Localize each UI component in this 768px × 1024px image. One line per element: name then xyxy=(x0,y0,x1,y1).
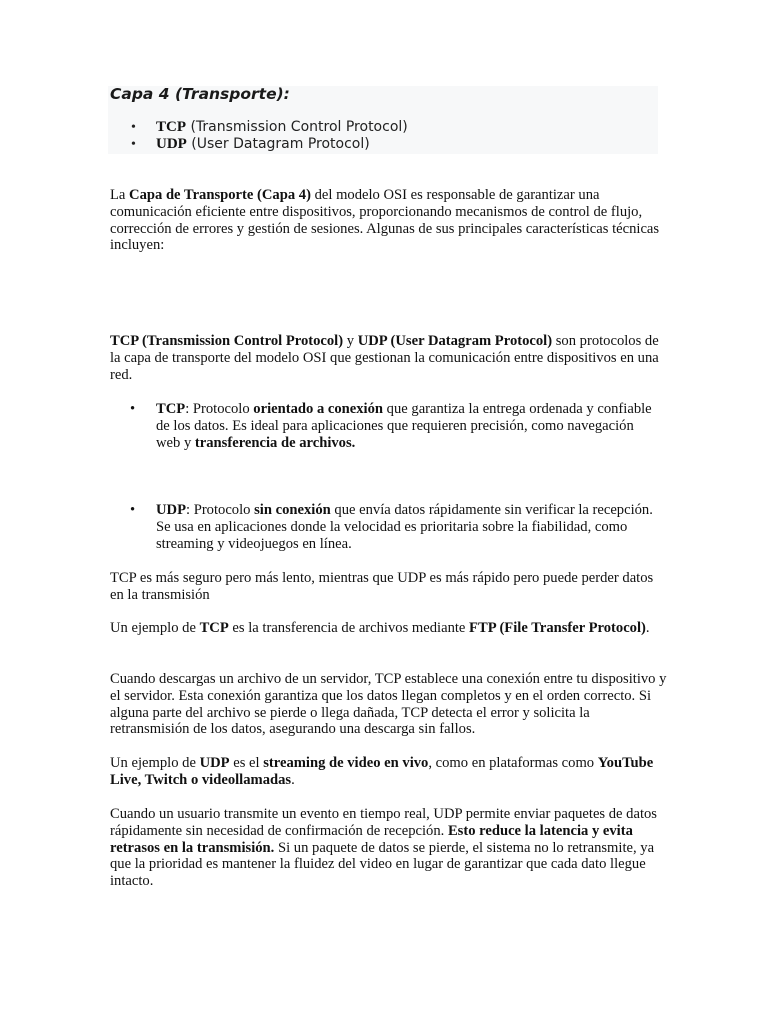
summary-list xyxy=(108,119,408,153)
text-run: La xyxy=(110,187,130,203)
text-run: . xyxy=(645,620,650,636)
bold-run: YouTube Live, Twitch o videollamadas xyxy=(110,755,654,788)
summary-item-udp xyxy=(108,136,408,153)
bold-run: orientado a conexión xyxy=(253,401,384,417)
paragraph-tcp-detail: Cuando descargas un archivo de un servidor, TCP establece una conexión entre tu dispositivo y el servidor. Esta conexión garantiza que los datos llegan completos y en el orden correcto. Si alguna parte del archivo se pierde o llega dañada, TCP detecta el error y solicita la retransmisión de los datos, asegurando una descarga sin fallos. xyxy=(110,671,667,738)
bullet-icon: • xyxy=(131,137,136,152)
bullet-udp-text xyxy=(156,502,656,552)
summary-item-tcp xyxy=(108,119,408,136)
text-run: del modelo OSI es responsable de garantizar una comunicación eficiente entre dispositivos, proporcionando mecanismos de control de flujo, corrección de errores y gestión de sesiones. Algunas de sus principales características técnicas incluyen: xyxy=(110,187,660,254)
bold-run: transferencia de archivos. xyxy=(194,434,356,451)
summary-item-name: TCP xyxy=(156,119,186,135)
text-run: Cuando un usuario transmite un evento en tiempo real, UDP permite enviar paquetes de datos rápidamente sin necesidad de confirmación de recepción. xyxy=(110,806,657,839)
bold-run: Capa de Transporte (Capa 4) xyxy=(129,187,311,203)
bullet-tcp-text xyxy=(156,401,656,451)
text-run: Un ejemplo de xyxy=(110,620,200,636)
text-run: Un ejemplo de xyxy=(110,755,200,771)
summary-box xyxy=(108,86,658,154)
summary-item-desc: (User Datagram Protocol) xyxy=(186,136,370,152)
bold-run: sin conexión xyxy=(254,502,331,518)
summary-item-name: UDP xyxy=(156,136,187,152)
bold-run: UDP xyxy=(199,755,230,771)
text-run: y xyxy=(343,333,358,349)
paragraph-tcp-example xyxy=(110,620,670,637)
bullet-icon: • xyxy=(130,502,136,518)
text-run: es la transferencia de archivos mediante xyxy=(228,620,470,636)
paragraph-udp-example xyxy=(110,755,670,789)
bold-run: UDP (User Datagram Protocol) xyxy=(357,333,553,349)
bold-run: TCP xyxy=(199,620,229,636)
bold-run: streaming de video en vivo xyxy=(263,755,429,771)
paragraph-udp-detail xyxy=(110,806,670,890)
bold-run: Esto reduce la latencia y evita retrasos en la transmisión. xyxy=(110,822,633,856)
text-run: : Protocolo xyxy=(185,401,254,417)
text-run: : Protocolo xyxy=(186,502,255,518)
bullet-icon: • xyxy=(131,120,136,135)
bold-run: FTP (File Transfer Protocol) xyxy=(469,620,646,636)
text-run: . xyxy=(291,771,295,788)
paragraph-comparison: TCP es más seguro pero más lento, mientras que UDP es más rápido pero puede perder datos en la transmisión xyxy=(110,570,654,603)
text-run: Si un paquete de datos se pierde, el sistema no lo retransmite, ya que la prioridad es mantener la fluidez del video en lugar de garantizar que cada dato llegue intacto. xyxy=(110,839,655,890)
text-run: son protocolos de la capa de transporte del modelo OSI que gestionan la comunicación entre dispositivos en una red. xyxy=(110,333,659,383)
paragraph-intro xyxy=(110,187,670,254)
bold-run: UDP xyxy=(156,502,186,518)
summary-title: Capa 4 (Transporte): xyxy=(110,85,290,103)
text-run: que garantiza la entrega ordenada y confiable de los datos. Es ideal para aplicaciones que requieren precisión, como navegación web y xyxy=(156,401,652,451)
paragraph-protocols xyxy=(110,333,670,383)
bold-run: TCP (Transmission Control Protocol) xyxy=(110,333,344,349)
text-run: que envía datos rápidamente sin verificar la recepción. Se usa en aplicaciones donde la velocidad es prioritaria sobre la fiabilidad, como streaming y videojuegos en línea. xyxy=(156,502,653,552)
bold-run: TCP xyxy=(156,401,186,417)
summary-item-desc: (Transmission Control Protocol) xyxy=(186,119,408,135)
text-run: , como en plataformas como xyxy=(428,755,598,771)
bullet-icon: • xyxy=(130,401,136,417)
text-run: es el xyxy=(229,755,264,771)
